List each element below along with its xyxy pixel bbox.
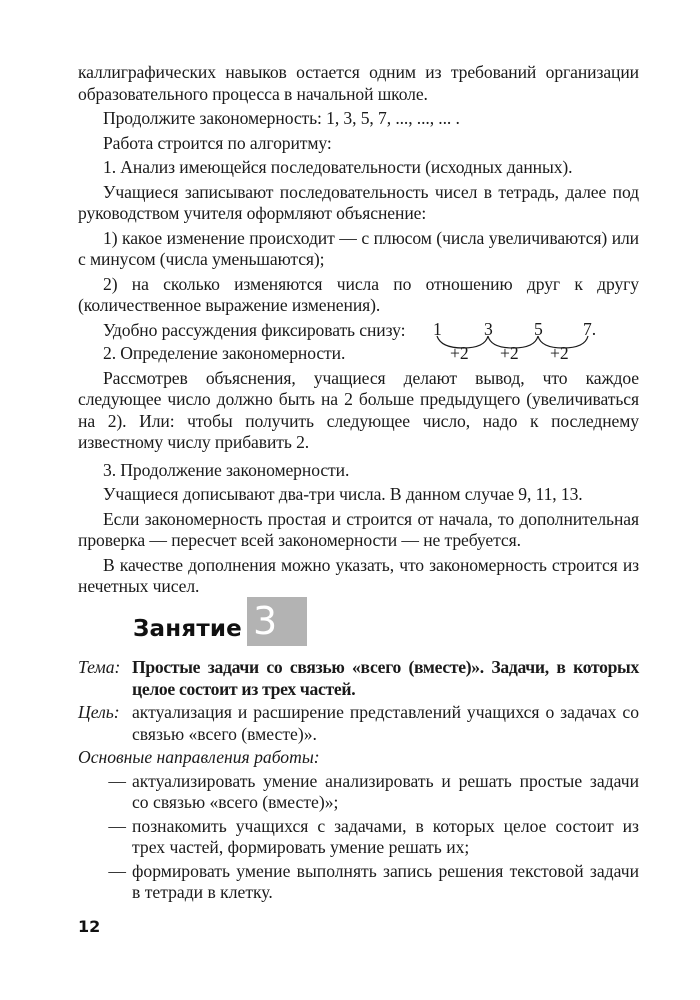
topic-text: Простые задачи со связью «всего (вместе)». Задачи, в которых целое состоит из трех частей. bbox=[132, 657, 639, 699]
paragraph: Работа строится по алгоритму: bbox=[103, 132, 332, 153]
list-item-text: познакомить учащихся с задачами, в которых целое состоит из трех частей, формировать умение решать их; bbox=[132, 815, 639, 857]
lesson-meta bbox=[78, 655, 639, 904]
topic-row bbox=[78, 657, 639, 700]
dash-bullet-icon: — bbox=[108, 770, 126, 791]
sequence-number: 7. bbox=[583, 318, 597, 339]
paragraph: 1. Анализ имеющейся последовательности (исходных данных). bbox=[103, 157, 573, 177]
goal-label: Цель: bbox=[78, 702, 120, 722]
paragraph: 3. Продолжение закономерности. bbox=[103, 459, 350, 480]
paragraph: Учащиеся дописывают два-три числа. В данном случае 9, 11, 13. bbox=[103, 484, 583, 504]
sequence-step: +2 bbox=[550, 342, 569, 363]
lesson-number-badge: 3 bbox=[247, 597, 307, 646]
paragraph: 2) на сколько изменяются числа по отношению друг к другу (количественное выражение изменения). bbox=[78, 273, 639, 315]
paragraph: каллиграфических навыков остается одним из требований организации образовательного процесса в начальной школе. bbox=[78, 62, 639, 104]
lesson-title: Занятие bbox=[133, 616, 242, 642]
goal-row bbox=[78, 702, 639, 745]
page-number: 12 bbox=[78, 917, 101, 936]
paragraph: Рассмотрев объяснения, учащиеся делают вывод, что каждое следующее число должно быть на 2 больше предыдущего (увеличиваться на 2). Или: чтобы получить следующее число, надо к последнему известному числу прибавить 2. bbox=[78, 367, 639, 452]
paragraph: Если закономерность простая и строится от начала, то дополнительная проверка — пересчет всей закономерности — не требуется. bbox=[78, 508, 639, 550]
sequence-step: +2 bbox=[500, 342, 519, 363]
paragraph: 2. Определение закономерности. bbox=[103, 343, 346, 363]
page-body bbox=[78, 62, 639, 598]
sequence-step: +2 bbox=[450, 342, 469, 363]
list-item bbox=[78, 861, 639, 904]
sequence-number: 3 bbox=[484, 318, 493, 339]
goal-text: актуализация и расширение представлений учащихся о задачах со связью «всего (вместе)». bbox=[132, 702, 639, 744]
paragraph: Учащиеся записывают последовательность чисел в тетрадь, далее под руководством учителя оформляют объяснение: bbox=[78, 181, 639, 223]
sequence-number: 5 bbox=[534, 318, 543, 339]
paragraph: 1) какое изменение происходит — с плюсом (числа увеличиваются) или с минусом (числа уменьшаются); bbox=[78, 227, 639, 269]
list-item bbox=[78, 771, 639, 814]
list-item-text: актуализировать умение анализировать и решать простые задачи со связью «всего (вместе)»; bbox=[132, 770, 639, 812]
dash-bullet-icon: — bbox=[108, 860, 126, 881]
topic-label: Тема: bbox=[78, 657, 121, 677]
paragraph: Продолжите закономерность: 1, 3, 5, 7, ..., ..., ... . bbox=[103, 108, 460, 128]
sequence-number: 1 bbox=[433, 318, 442, 339]
list-item-text: формировать умение выполнять запись решения текстовой задачи в тетради в клетку. bbox=[132, 860, 639, 902]
paragraph: В качестве дополнения можно указать, что закономерность строится из нечетных чисел. bbox=[78, 554, 639, 596]
paragraph: Удобно рассуждения фиксировать снизу: bbox=[103, 319, 406, 340]
directions-label: Основные направления работы: bbox=[78, 747, 320, 767]
step-line bbox=[78, 343, 639, 365]
lesson-heading bbox=[133, 597, 307, 646]
list-item bbox=[78, 816, 639, 859]
dash-bullet-icon: — bbox=[108, 815, 126, 836]
